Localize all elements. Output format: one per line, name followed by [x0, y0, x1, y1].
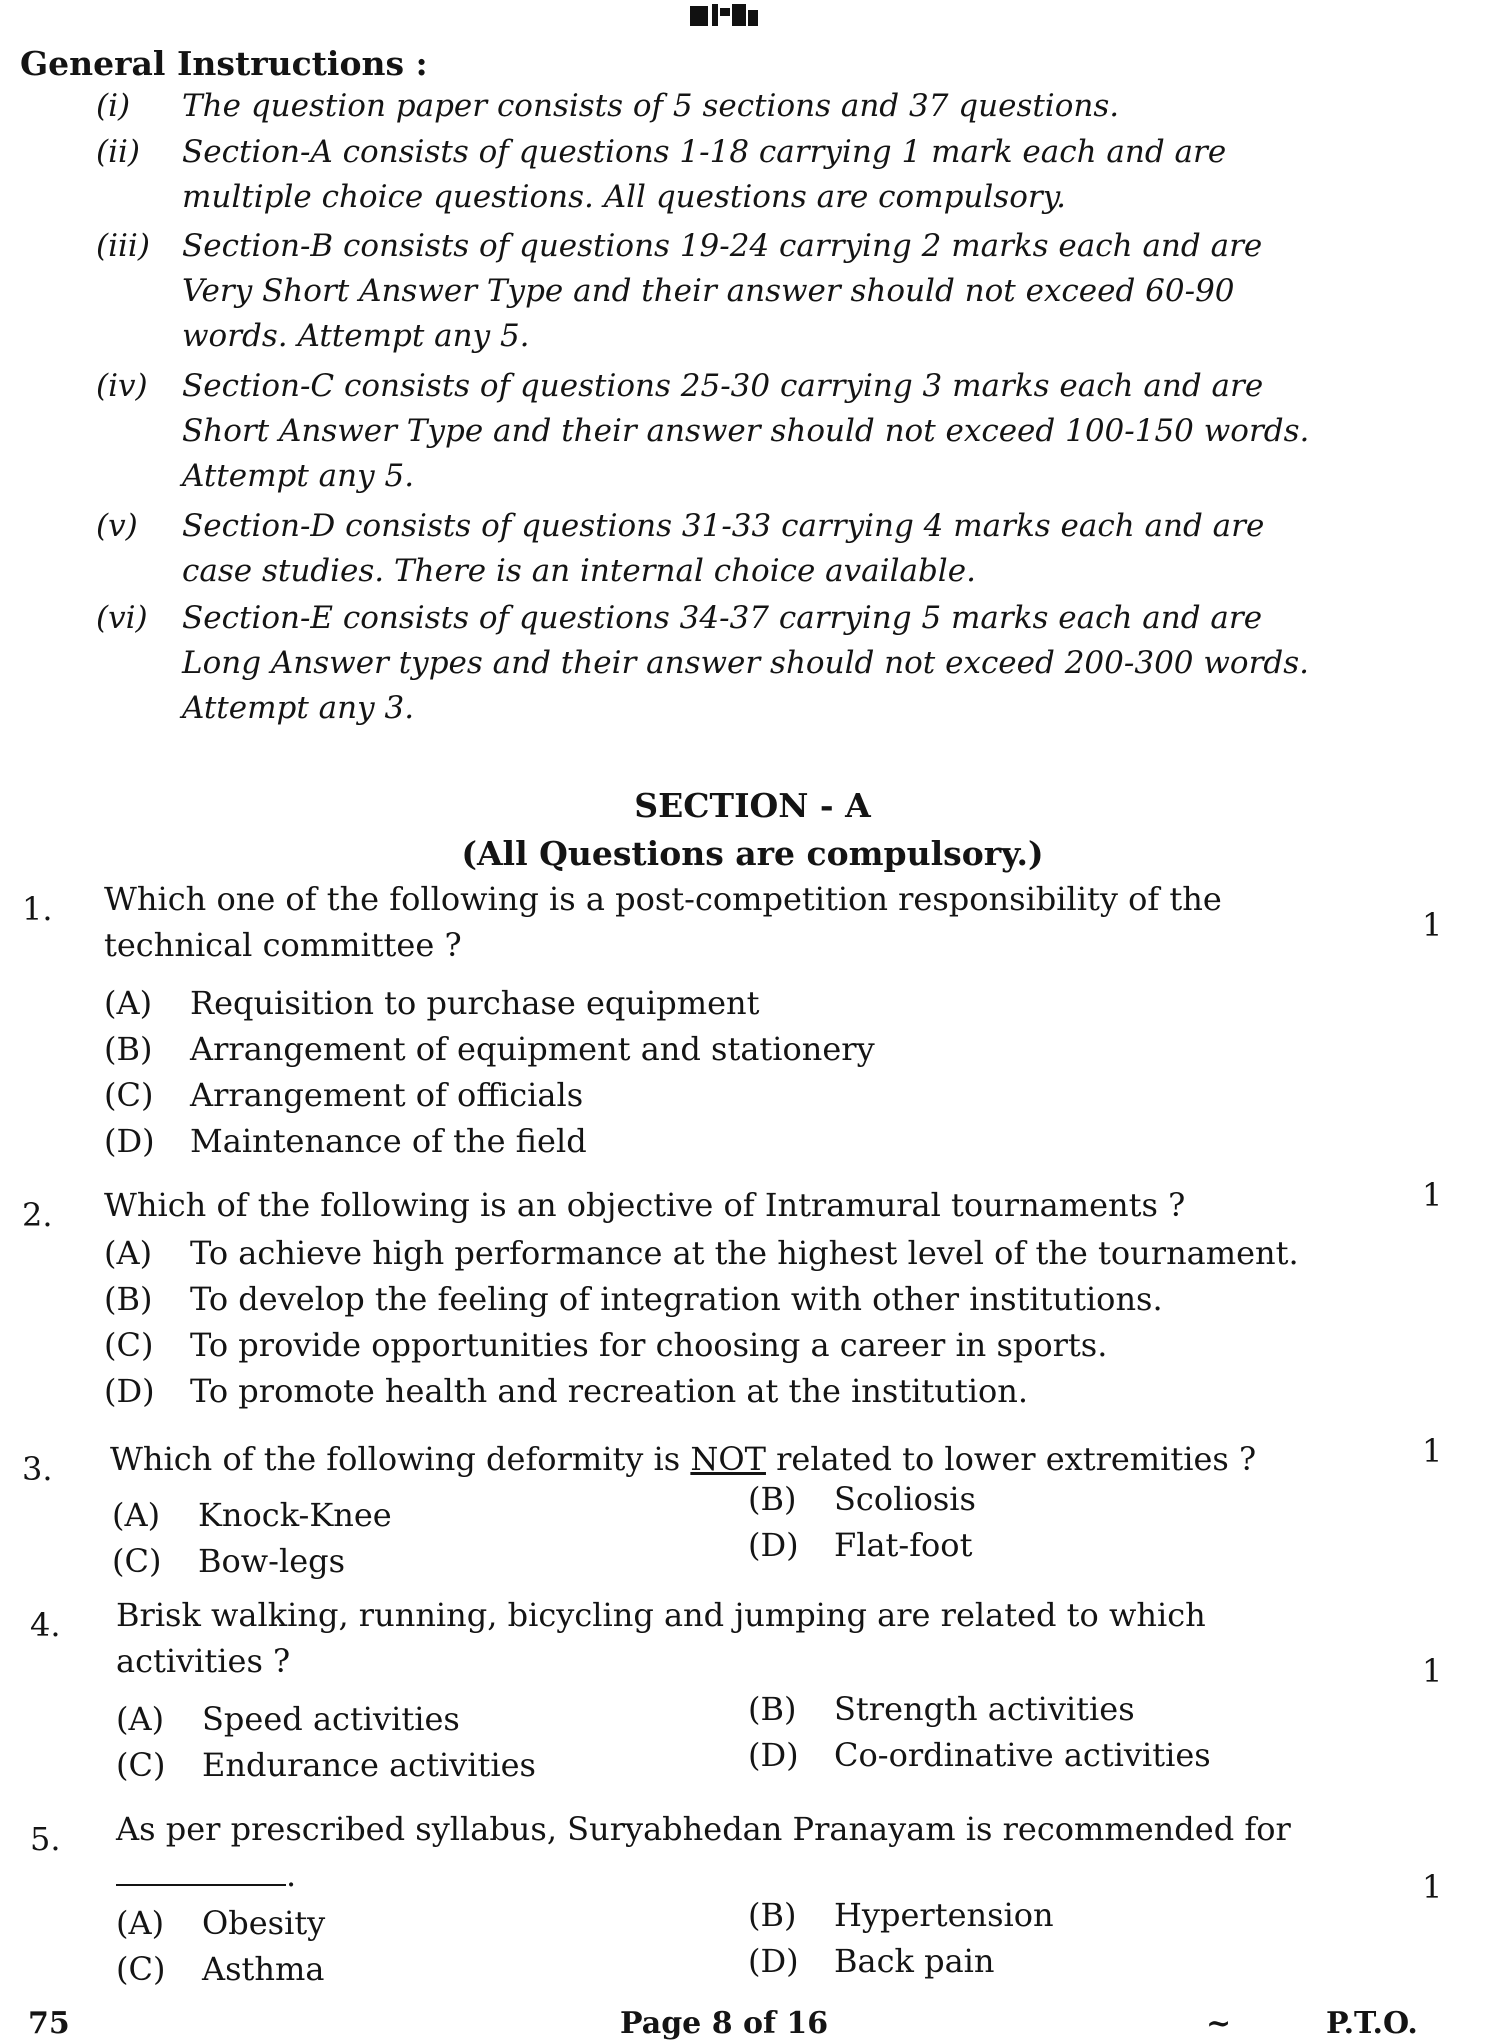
option-a: (A) Knock-Knee	[112, 1496, 392, 1534]
question-text: Which one of the following is a post-competition responsibility of the technical committee ?	[104, 880, 1222, 964]
instruction-text: Section-B consists of questions 19-24 carrying 2 marks each and are Very Short Answer Type and their answer should not exceed 60-90 words. Attempt any 5.	[182, 228, 1263, 354]
general-instructions-title: General Instructions :	[20, 44, 428, 83]
paper-code: 75	[28, 2006, 70, 2041]
instruction-number: (i)	[96, 88, 131, 124]
option-b: (B) Scoliosis	[748, 1480, 976, 1518]
question-marks: 1	[1422, 1432, 1443, 1470]
question-text: As per prescribed syllabus, Suryabhedan Pranayam is recommended for .	[116, 1810, 1291, 1894]
section-title: SECTION - A	[634, 786, 871, 825]
instruction-number: (ii)	[96, 134, 141, 170]
fill-in-blank	[116, 1884, 286, 1886]
question-number: 1.	[22, 890, 53, 928]
footer-tilde: ~	[1206, 2006, 1232, 2041]
instruction-text: The question paper consists of 5 sections and 37 questions.	[182, 88, 1120, 124]
option-a: (A) To achieve high performance at the highest level of the tournament.	[104, 1234, 1299, 1272]
question-text: Which of the following deformity is NOT related to lower extremities ?	[110, 1440, 1257, 1478]
instruction-text: Section-E consists of questions 34-37 carrying 5 marks each and are Long Answer types and their answer should not exceed 200-300 words. Attempt any 3.	[182, 600, 1309, 726]
section-subtitle: (All Questions are compulsory.)	[461, 834, 1044, 873]
option-c: (C) To provide opportunities for choosing a career in sports.	[104, 1326, 1108, 1364]
question-number: 4.	[30, 1606, 61, 1644]
question-marks: 1	[1422, 1176, 1443, 1214]
instruction-text: Section-C consists of questions 25-30 carrying 3 marks each and are Short Answer Type and their answer should not exceed 100-150 words. Attempt any 5.	[182, 368, 1310, 494]
instruction-number: (v)	[96, 508, 138, 544]
instruction-number: (iv)	[96, 368, 148, 404]
question-marks: 1	[1422, 906, 1443, 944]
option-b: (B) Hypertension	[748, 1896, 1054, 1934]
question-number: 5.	[30, 1820, 61, 1858]
option-c: (C) Asthma	[116, 1950, 325, 1988]
option-c: (C) Arrangement of officials	[104, 1076, 584, 1114]
option-c: (C) Bow-legs	[112, 1542, 346, 1580]
question-marks: 1	[1422, 1868, 1443, 1906]
option-b: (B) Arrangement of equipment and stationery	[104, 1030, 875, 1068]
pto-label: P.T.O.	[1326, 2006, 1418, 2041]
question-text: Brisk walking, running, bicycling and jumping are related to which activities ?	[116, 1596, 1206, 1680]
option-d: (D) Back pain	[748, 1942, 995, 1980]
question-number: 2.	[22, 1196, 53, 1234]
instruction-number: (iii)	[96, 228, 150, 264]
option-c: (C) Endurance activities	[116, 1746, 536, 1784]
page-number: Page 8 of 16	[620, 2006, 829, 2041]
question-marks: 1	[1422, 1652, 1443, 1690]
question-number: 3.	[22, 1450, 53, 1488]
option-d: (D) Co-ordinative activities	[748, 1736, 1211, 1774]
question-text: Which of the following is an objective of Intramural tournaments ?	[104, 1186, 1186, 1224]
option-a: (A) Requisition to purchase equipment	[104, 984, 760, 1022]
option-a: (A) Obesity	[116, 1904, 326, 1942]
option-b: (B) To develop the feeling of integration with other institutions.	[104, 1280, 1163, 1318]
option-d: (D) Flat-foot	[748, 1526, 973, 1564]
instruction-number: (vi)	[96, 600, 148, 636]
option-d: (D) To promote health and recreation at the institution.	[104, 1372, 1029, 1410]
option-b: (B) Strength activities	[748, 1690, 1135, 1728]
option-a: (A) Speed activities	[116, 1700, 460, 1738]
option-d: (D) Maintenance of the field	[104, 1122, 587, 1160]
instruction-text: Section-D consists of questions 31-33 carrying 4 marks each and are case studies. There is an internal choice available.	[182, 508, 1265, 589]
instruction-text: Section-A consists of questions 1-18 carrying 1 mark each and are multiple choice questions. All questions are compulsory.	[182, 134, 1227, 215]
qr-code-icon	[690, 4, 764, 28]
